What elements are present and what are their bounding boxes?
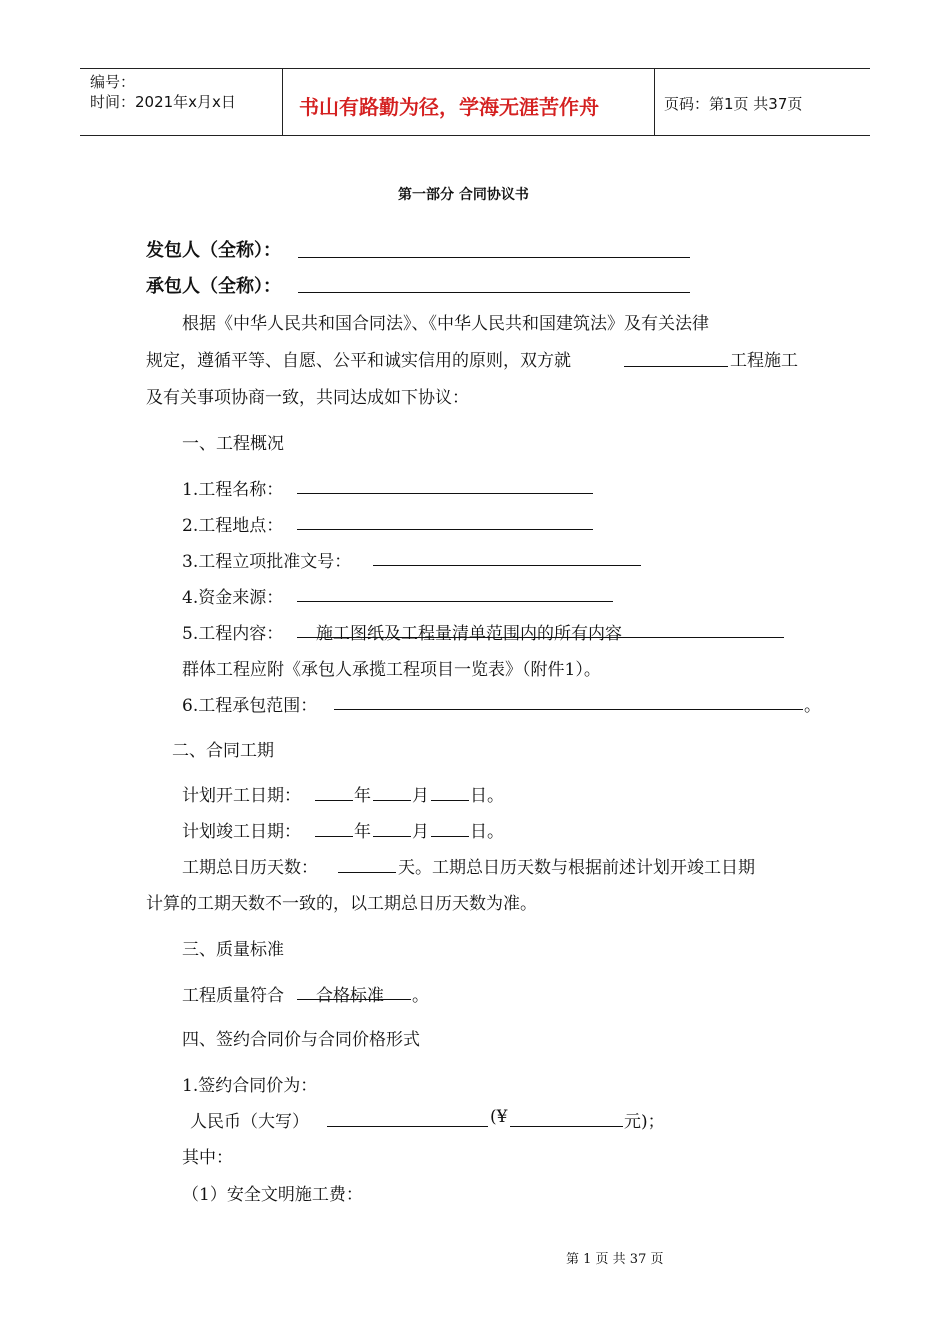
item-4-blank	[297, 601, 613, 602]
project-name-blank	[624, 366, 728, 367]
start-date-label: 计划开工日期：	[182, 786, 301, 806]
item-4-label: 4.资金来源：	[182, 588, 284, 608]
contractor-blank	[298, 292, 690, 293]
end-month-blank	[373, 836, 411, 837]
quality-underline	[297, 999, 411, 1000]
employer-label: 发包人（全称）：	[146, 240, 281, 261]
duration-label: 工期总日历天数：	[182, 858, 318, 878]
start-year-unit: 年	[354, 786, 371, 806]
end-year-blank	[315, 836, 353, 837]
header-divider-left	[282, 68, 283, 136]
preamble-line-1: 根据《中华人民共和国合同法》、《中华人民共和国建筑法》及有关法律	[182, 314, 709, 334]
item-6-blank	[334, 709, 803, 710]
header-top-rule	[80, 68, 870, 69]
preamble-line-2b: 工程施工	[730, 351, 798, 371]
section-4-heading: 四、签约合同价与合同价格形式	[182, 1030, 420, 1050]
header-motto: 书山有路勤为径，学海无涯苦作舟	[299, 95, 599, 119]
item-2-label: 2.工程地点：	[182, 516, 284, 536]
quality-label: 工程质量符合	[182, 986, 284, 1006]
item-3-blank	[373, 565, 641, 566]
rmb-label: 人民币（大写）	[190, 1112, 309, 1132]
item-2-blank	[297, 529, 593, 530]
start-day-unit: 日。	[470, 786, 504, 806]
section-3-heading: 三、质量标准	[182, 940, 284, 960]
duration-text: 天。工期总日历天数与根据前述计划开竣工日期	[398, 858, 755, 878]
header-page-info: 页码：第1页 共37页	[664, 95, 803, 113]
contractor-label: 承包人（全称）：	[146, 276, 281, 297]
duration-blank	[338, 872, 396, 873]
yuan-close: 元)；	[624, 1112, 665, 1132]
item-5-value: 施工图纸及工程量清单范围内的所有内容	[316, 624, 622, 644]
item-1-blank	[297, 493, 593, 494]
item-1-label: 1.工程名称：	[182, 480, 284, 500]
doc-number-label: 编号：	[90, 73, 136, 91]
price-label: 1.签约合同价为：	[182, 1076, 318, 1096]
end-year-unit: 年	[354, 822, 371, 842]
quality-value: 合格标准	[316, 986, 384, 1006]
header-divider-right	[654, 68, 655, 136]
rmb-blank	[327, 1126, 488, 1127]
end-day-unit: 日。	[470, 822, 504, 842]
preamble-line-2a: 规定，遵循平等、自愿、公平和诚实信用的原则，双方就	[146, 351, 571, 371]
item-5-note: 群体工程应附《承包人承揽工程项目一览表》（附件1）。	[182, 660, 601, 680]
quality-end: 。	[412, 986, 429, 1006]
start-month-blank	[373, 800, 411, 801]
preamble-line-3: 及有关事项协商一致，共同达成如下协议：	[146, 388, 469, 408]
among-label: 其中：	[182, 1148, 233, 1168]
page-title: 第一部分 合同协议书	[398, 187, 529, 203]
item-5-label: 5.工程内容：	[182, 624, 284, 644]
start-month-unit: 月	[412, 786, 429, 806]
start-year-blank	[315, 800, 353, 801]
start-day-blank	[431, 800, 469, 801]
header-bottom-rule	[80, 135, 870, 136]
item-3-label: 3.工程立项批准文号：	[182, 552, 352, 572]
section-2-heading: 二、合同工期	[172, 741, 274, 761]
section-1-heading: 一、工程概况	[182, 434, 284, 454]
page-footer: 第 1 页 共 37 页	[566, 1252, 664, 1267]
yen-blank	[510, 1126, 623, 1127]
duration-line-2: 计算的工期天数不一致的，以工期总日历天数为准。	[146, 894, 537, 914]
end-day-blank	[431, 836, 469, 837]
doc-time-label: 时间：2021年x月x日	[90, 93, 236, 111]
end-month-unit: 月	[412, 822, 429, 842]
employer-blank	[298, 257, 690, 258]
item-5-underline	[297, 637, 784, 638]
end-date-label: 计划竣工日期：	[182, 822, 301, 842]
item-6-end: 。	[804, 696, 821, 716]
item-6-label: 6.工程承包范围：	[182, 696, 318, 716]
safety-fee-label: （1）安全文明施工费：	[182, 1185, 363, 1205]
yen-open: (¥	[490, 1107, 508, 1127]
